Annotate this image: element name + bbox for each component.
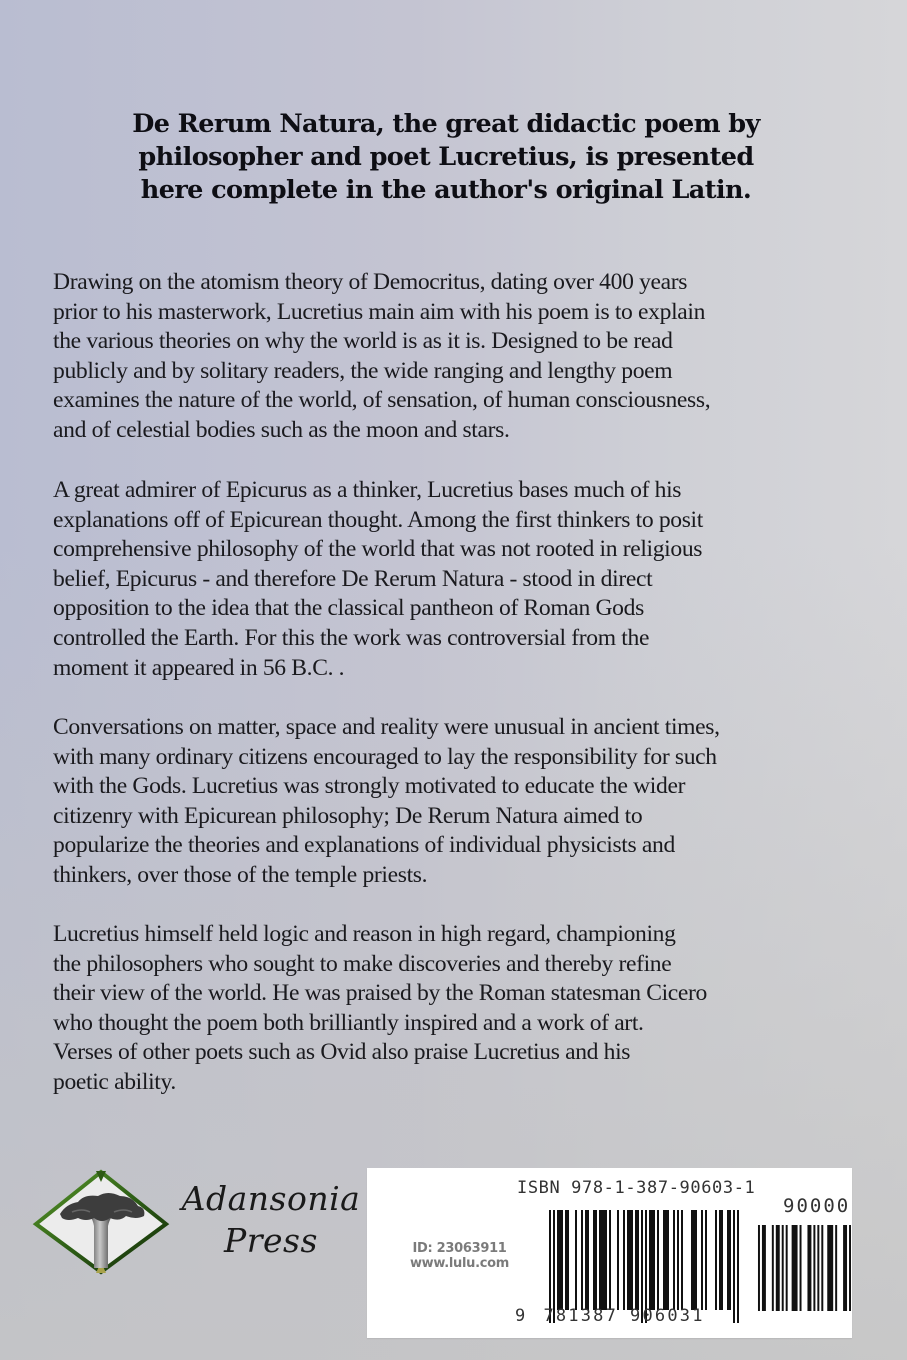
baobab-tree-diamond-icon	[32, 1168, 170, 1276]
barcode-bar	[557, 1210, 563, 1310]
paragraph-line: popularize the theories and explanations of individual physicists and	[53, 832, 675, 859]
addon-bar	[813, 1225, 815, 1311]
addon-bar	[792, 1225, 798, 1311]
addon-bar	[835, 1225, 837, 1311]
paragraph-line: explanations off of Epicurean thought. Among the first thinkers to posit	[53, 506, 703, 533]
paragraph-line: with many ordinary citizens encouraged to lay the responsibility for such	[53, 743, 717, 770]
headline-line: here complete in the author's original Latin.	[140, 175, 752, 205]
paragraph-line: publicly and by solitary readers, the wide ranging and lengthy poem	[53, 357, 673, 384]
barcode-bar	[677, 1210, 679, 1310]
paragraph-line: thinkers, over those of the temple priests.	[53, 861, 428, 888]
paragraph-line: who thought the poem both brilliantly inspired and a work of art.	[53, 1009, 644, 1036]
paragraph-line: the philosophers who sought to make discoveries and thereby refine	[53, 950, 672, 977]
headline-line: philosopher and poet Lucretius, is presented	[138, 142, 754, 172]
paragraph-line: moment it appeared in 56 B.C. .	[53, 654, 345, 681]
barcode-bar	[627, 1210, 633, 1310]
paragraph-line: Verses of other poets such as Ovid also praise Lucretius and his	[53, 1039, 631, 1066]
paragraph-line: comprehensive philosophy of the world that was not rooted in religious	[53, 536, 703, 563]
paragraph-line: prior to his masterwork, Lucretius main aim with his poem is to explain	[53, 298, 706, 325]
barcode-bar	[719, 1210, 723, 1310]
addon-bar	[821, 1225, 823, 1311]
lulu-url: www.lulu.com	[409, 1256, 510, 1271]
cover-headline	[96, 108, 796, 207]
addon-bar	[758, 1225, 760, 1311]
barcode-bar	[635, 1210, 639, 1310]
barcode-bar	[705, 1210, 707, 1310]
barcode-bar	[593, 1210, 597, 1310]
ean-group-2: 906031	[630, 1306, 705, 1326]
addon-barcode	[756, 1225, 851, 1313]
addon-bar	[843, 1225, 847, 1311]
addon-bar	[772, 1225, 774, 1311]
addon-bar	[786, 1225, 788, 1311]
ean-first-digit: 9	[515, 1306, 528, 1326]
barcode-bar	[565, 1210, 569, 1310]
addon-bar	[776, 1225, 780, 1311]
paragraph-line: Conversations on matter, space and reality were unusual in ancient times,	[53, 714, 720, 740]
headline-line: De Rerum Natura, the great didactic poem by	[132, 109, 760, 139]
paragraph-line: examines the nature of the world, of sensation, of human consciousness,	[53, 387, 711, 414]
barcode-bar	[673, 1210, 675, 1310]
blurb-paragraph-4	[53, 920, 853, 1098]
publisher-name	[178, 1178, 364, 1262]
paragraph-line: the various theories on why the world is as it is. Designed to be read	[53, 328, 673, 355]
paragraph-line: Drawing on the atomism theory of Democritus, dating over 400 years	[53, 269, 688, 295]
paragraph-line: citizenry with Epicurean philosophy; De Rerum Natura aimed to	[53, 802, 643, 829]
lulu-id-block	[397, 1241, 522, 1271]
addon-bar	[762, 1225, 766, 1311]
barcode-bar	[581, 1210, 583, 1310]
barcode-bar	[649, 1210, 655, 1310]
barcode-bar	[623, 1210, 625, 1310]
blurb-paragraph-2	[53, 476, 853, 683]
paragraph-line: poetic ability.	[53, 1068, 176, 1095]
publisher-name-line-2: Press	[224, 1221, 318, 1260]
barcode-bar	[599, 1210, 607, 1310]
blurb-paragraph-3	[53, 713, 853, 891]
paragraph-line: opposition to the idea that the classical pantheon of Roman Gods	[53, 595, 644, 622]
barcode-bar	[727, 1210, 731, 1310]
paragraph-line: Lucretius himself held logic and reason in high regard, championing	[53, 921, 676, 947]
paragraph-line: and of celestial bodies such as the moon and stars.	[53, 416, 510, 443]
ean-group-1: 781387	[543, 1306, 619, 1326]
barcode-bar	[663, 1210, 669, 1310]
isbn-label: ISBN 978-1-387-90603-1	[517, 1178, 756, 1198]
addon-bar	[849, 1225, 851, 1311]
barcode-bar	[575, 1210, 577, 1310]
barcode-bar	[701, 1210, 703, 1310]
barcode-bar	[657, 1210, 659, 1310]
addon-bar	[782, 1225, 784, 1311]
barcode-bar	[691, 1210, 697, 1310]
addon-bar	[817, 1225, 819, 1311]
addon-bar	[827, 1225, 833, 1311]
price-addon-digits: 90000	[783, 1195, 851, 1217]
paragraph-line: controlled the Earth. For this the work was controversial from the	[53, 624, 650, 651]
addon-bar	[807, 1225, 811, 1311]
blurb-paragraph-1	[53, 268, 853, 446]
paragraph-line: their view of the world. He was praised by the Roman statesman Cicero	[53, 980, 707, 1007]
barcode-bar	[585, 1210, 589, 1310]
paragraph-line: A great admirer of Epicurus as a thinker, Lucretius bases much of his	[53, 477, 682, 503]
paragraph-line: with the Gods. Lucretius was strongly motivated to educate the wider	[53, 773, 686, 800]
isbn-barcode-box	[367, 1168, 852, 1338]
lulu-id: ID: 23063911	[412, 1241, 507, 1256]
paragraph-line: belief, Epicurus - and therefore De Rerum Natura - stood in direct	[53, 565, 653, 592]
publisher-name-line-1: Adansonia	[181, 1179, 361, 1218]
barcode-bar	[681, 1210, 683, 1310]
ean-digits	[515, 1306, 745, 1326]
barcode-bar	[617, 1210, 619, 1310]
barcode-bar	[715, 1210, 717, 1310]
addon-bar	[800, 1225, 802, 1311]
barcode-bar	[609, 1210, 611, 1310]
